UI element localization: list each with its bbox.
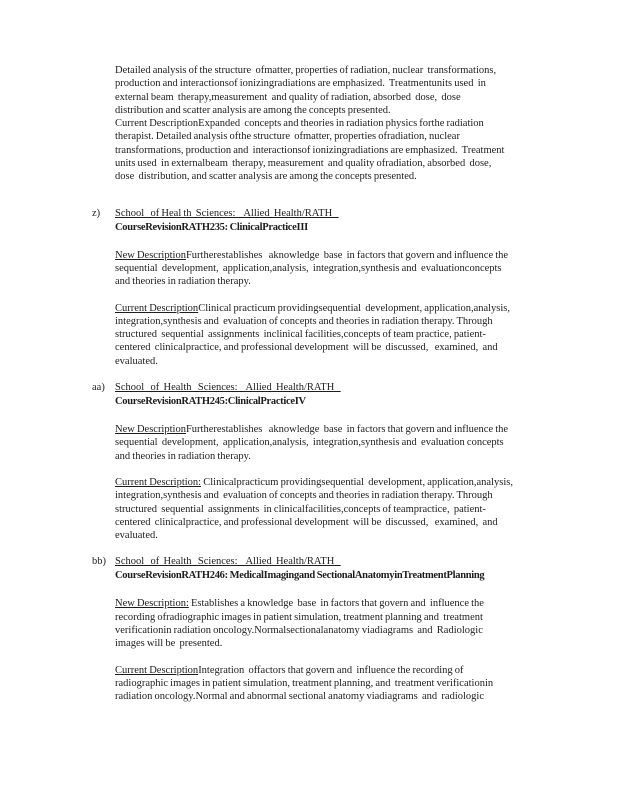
- text-line: evaluated.: [115, 530, 158, 542]
- text-line: and theories in radiation therapy.: [115, 276, 251, 288]
- current-description-paragraph: [115, 302, 570, 368]
- description-lead-rest: Establishes a knowledge base in factors that govern and influence the: [188, 598, 484, 610]
- text-line: [115, 302, 570, 315]
- course-section: [92, 555, 570, 703]
- text-line: verificationin radiation oncology.Normalsectionalanatomy viadiagrams and Radiologic: [115, 625, 483, 637]
- intro-block: [115, 64, 570, 184]
- description-lead-label: New Description: [115, 249, 186, 261]
- text-line: and theories in radiation therapy.: [115, 450, 251, 462]
- section-label: bb): [92, 556, 106, 568]
- course-section: [92, 381, 570, 542]
- intro-text-line: transformations, production and interactionsof ionizingradiations are emphasized. Treatment: [115, 144, 505, 156]
- course-heading-line: CourseRevisionRATH235: ClinicalPracticeIII: [115, 221, 308, 233]
- course-heading-line: CourseRevisionRATH245:ClinicalPracticeIV: [115, 396, 306, 408]
- description-lead-rest: Clinical practicum providingsequential development, application,analysis,: [198, 302, 511, 314]
- section-heading: [115, 207, 570, 235]
- document-content: [92, 64, 570, 717]
- text-line: [115, 423, 570, 436]
- text-line: integration,synthesis and evaluation of concepts and theories in radiation therapy. Through: [115, 490, 493, 502]
- intro-text-line: Detailed analysis of the structure ofmatter, properties of radiation, nuclear transformations,: [115, 65, 497, 76]
- section-label: z): [92, 207, 101, 219]
- text-line: sequential development, application,analysis, integration,synthesis and evaluation concepts: [115, 437, 504, 449]
- text-line: [115, 664, 570, 677]
- intro-text-line: Current DescriptionExpanded concepts and theories in radiation physics forthe radiation: [115, 118, 484, 130]
- text-line: centered clinicalpractice, and professional development will be discussed, examined, and: [115, 516, 498, 528]
- text-line: [115, 476, 570, 489]
- course-heading-line: CourseRevisionRATH246: MedicalImagingand SectionalAnatomyinTreatmentPlanning: [115, 570, 485, 582]
- new-description-paragraph: [115, 423, 570, 463]
- intro-text-line: dose distribution, and scatter analysis are among the concepts presented.: [115, 171, 417, 183]
- description-lead-label: Current Description:: [115, 476, 202, 488]
- new-description-paragraph: [115, 597, 570, 650]
- intro-text-line: therapist. Detailed analysis ofthe structure ofmatter, properties ofradiation, nuclear: [115, 131, 460, 143]
- school-heading-line: School of Heal th Sciences: Allied Health/RATH: [115, 207, 339, 219]
- course-section: [92, 207, 570, 368]
- text-line: evaluated.: [115, 355, 158, 367]
- description-lead-label: New Description:: [115, 598, 189, 610]
- text-line: sequential development, application,analysis, integration,synthesis and evaluationconcepts: [115, 262, 502, 274]
- text-line: recording ofradiographic images in patient simulation, treatment planning and treatment: [115, 611, 483, 623]
- text-line: radiation oncology.Normal and abnormal sectional anatomy viadiagrams and radiologic: [115, 691, 484, 703]
- text-line: images will be presented.: [115, 638, 223, 650]
- text-line: structured sequential assignments in clinicalfacilities,concepts of teampractice, patient-: [115, 503, 486, 515]
- section-label: aa): [92, 382, 105, 394]
- description-lead-label: Current Description: [115, 664, 199, 676]
- school-heading-line: School of Health Sciences: Allied Health/RATH: [115, 382, 341, 394]
- text-line: structured sequential assignments inclinical facilities,concepts of team practice, patient-: [115, 329, 486, 341]
- intro-text-line: external beam therapy,measurement and quality of radiation, absorbed dose, dose: [115, 91, 461, 103]
- section-heading: [115, 555, 570, 583]
- text-line: radiographic images in patient simulation, treatment planning, and treatment verificationin: [115, 677, 494, 689]
- text-line: [115, 249, 570, 262]
- description-lead-label: New Description: [115, 424, 186, 436]
- intro-text-line: units used in externalbeam therapy, measurement and quality ofradiation, absorbed dose,: [115, 158, 492, 170]
- text-line: centered clinicalpractice, and professional development will be discussed, examined, and: [115, 342, 498, 354]
- text-line: [115, 597, 570, 610]
- description-lead-rest: Integration offactors that govern and influence the recording of: [198, 664, 464, 676]
- description-lead-rest: Clinicalpracticum providingsequential development, application,analysis,: [201, 476, 513, 488]
- description-lead-rest: Furtherestablishes aknowledge base in factors that govern and influence the: [185, 249, 509, 261]
- course-sections: [92, 207, 570, 704]
- description-lead-rest: Furtherestablishes aknowledge base in factors that govern and influence the: [185, 424, 509, 436]
- intro-text-line: distribution and scatter analysis are among the concepts presented.: [115, 104, 391, 116]
- description-lead-label: Current Description: [115, 302, 199, 314]
- intro-text-line: production and interactionsof ionizingradiations are emphasized. Treatmentunits used in: [115, 78, 486, 90]
- new-description-paragraph: [115, 249, 570, 289]
- school-heading-line: School of Health Sciences: Allied Health/RATH: [115, 556, 341, 568]
- current-description-paragraph: [115, 476, 570, 542]
- section-heading: [115, 381, 570, 409]
- current-description-paragraph: [115, 664, 570, 704]
- text-line: integration,synthesis and evaluation of concepts and theories in radiation therapy. Through: [115, 315, 493, 327]
